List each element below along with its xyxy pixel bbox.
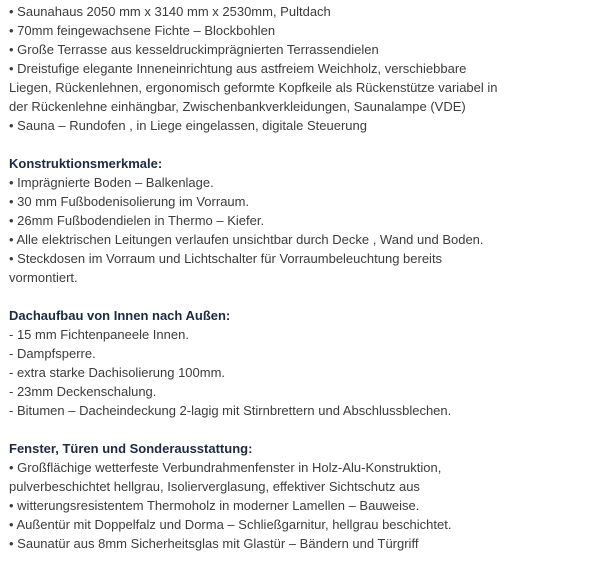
section-line: • Alle elektrischen Leitungen verlaufen unsichtbar durch Decke , Wand und Boden. [9, 232, 484, 247]
section-heading: Fenster, Türen und Sonderausstattung: [9, 441, 253, 456]
intro-line: • 70mm feingewachsene Fichte – Blockbohlen [9, 23, 276, 38]
section-line: vormontiert. [9, 270, 78, 285]
section-line: • 26mm Fußbodendielen in Thermo – Kiefer. [9, 213, 265, 228]
intro-line: der Rückenlehne einhängbar, Zwischenbankverkleidungen, Saunalampe (VDE) [9, 99, 466, 114]
section-line: • Saunatür aus 8mm Sicherheitsglas mit Glastür – Bändern und Türgriff [9, 536, 419, 551]
section-line: - extra starke Dachisolierung 100mm. [9, 365, 226, 380]
intro-line: • Dreistufige elegante Inneneinrichtung aus astfreiem Weichholz, verschiebbare [9, 61, 467, 76]
section-line: - Dampfsperre. [9, 346, 96, 361]
section-line: • 30 mm Fußbodenisolierung im Vorraum. [9, 194, 250, 209]
section-line: • Imprägnierte Boden – Balkenlage. [9, 175, 214, 190]
section-heading: Konstruktionsmerkmale: [9, 156, 163, 171]
intro-line: • Sauna – Rundofen , in Liege eingelassen, digitale Steuerung [9, 118, 367, 133]
section-fenster-tueren [9, 439, 594, 553]
section-line: • witterungsresistentem Thermoholz in moderner Lamellen – Bauweise. [9, 498, 420, 513]
section-dachaufbau [9, 306, 594, 420]
spacer [9, 135, 594, 154]
spacer [9, 287, 594, 306]
section-konstruktionsmerkmale [9, 154, 594, 287]
section-line: pulverbeschichtet hellgrau, Isolierverglasung, effektiver Sichtschutz aus [9, 479, 420, 494]
intro-line: Liegen, Rückenlehnen, ergonomisch geformte Kopfkeile als Rückenstütze variabel in [9, 80, 498, 95]
section-line: - 23mm Deckenschalung. [9, 384, 157, 399]
intro-line: • Große Terrasse aus kesseldruckimprägnierten Terrassendielen [9, 42, 379, 57]
spacer [9, 420, 594, 439]
intro-line: • Saunahaus 2050 mm x 3140 mm x 2530mm, Pultdach [9, 4, 331, 19]
section-heading: Dachaufbau von Innen nach Außen: [9, 308, 231, 323]
intro-list [9, 2, 594, 135]
section-line: - Bitumen – Dacheindeckung 2-lagig mit Stirnbrettern und Abschlussblechen. [9, 403, 452, 418]
section-line: • Außentür mit Doppelfalz und Dorma – Schließgarnitur, hellgrau beschichtet. [9, 517, 452, 532]
section-line: • Großflächige wetterfeste Verbundrahmenfenster in Holz-Alu-Konstruktion, [9, 460, 442, 475]
section-line: • Steckdosen im Vorraum und Lichtschalter für Vorraumbeleuchtung bereits [9, 251, 443, 266]
section-line: - 15 mm Fichtenpaneele Innen. [9, 327, 189, 342]
